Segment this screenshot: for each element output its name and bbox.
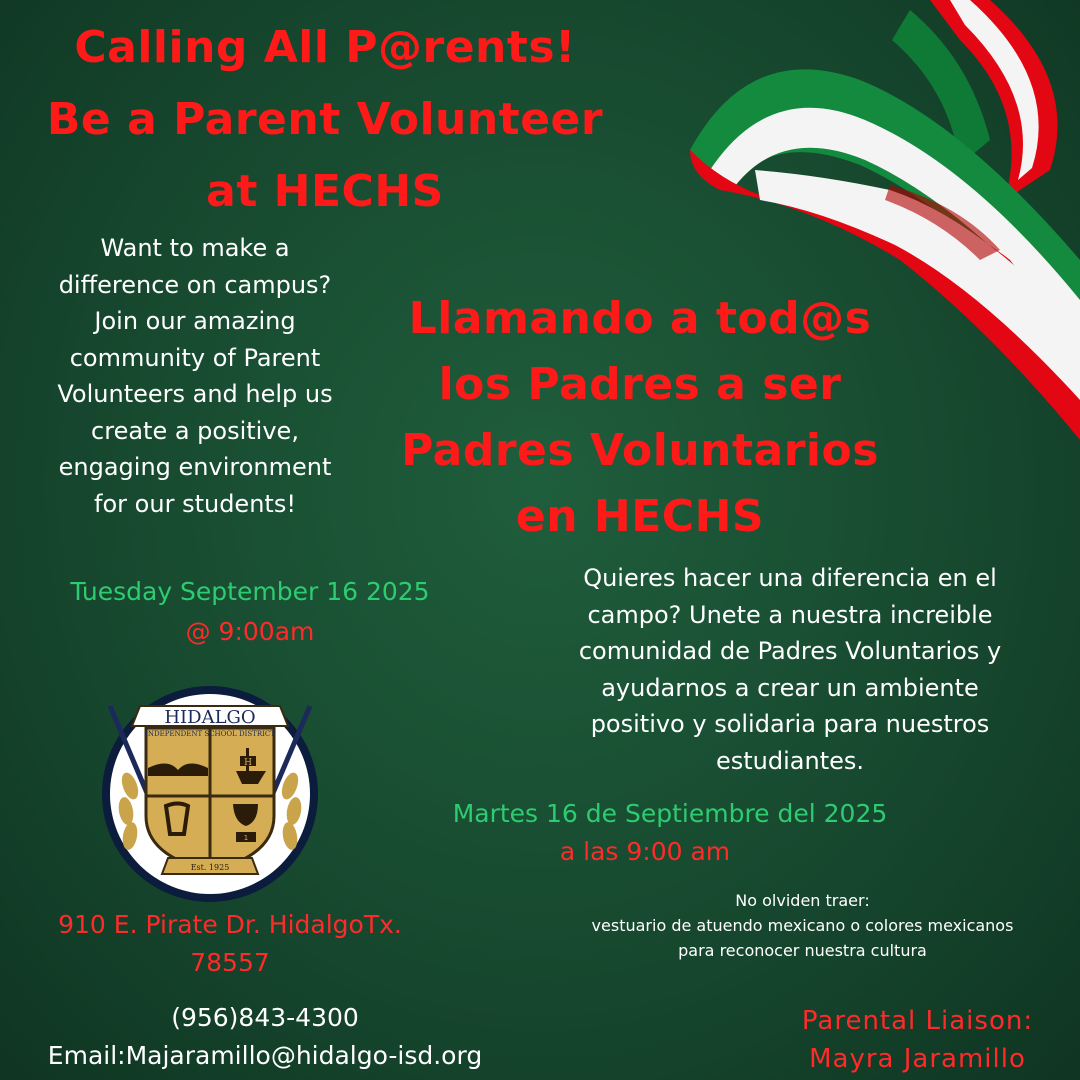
title-es-line-4: en HECHS	[515, 491, 765, 542]
logo-banner-text: HIDALGO	[164, 707, 256, 728]
title-english	[20, 12, 630, 228]
intro-es-line: positivo y solidaria para nuestros	[590, 710, 990, 738]
address	[20, 906, 440, 982]
hidalgo-isd-logo	[88, 676, 333, 906]
intro-en-line: Volunteers and help us	[57, 380, 333, 408]
time-english: @ 9:00am	[185, 617, 315, 646]
parental-liaison	[775, 1002, 1060, 1078]
trophy-number: 1	[243, 834, 249, 842]
intro-es-line: estudiantes.	[715, 746, 865, 775]
title-en-line-1: Calling All P@rents!	[74, 22, 576, 73]
intro-es-line: comunidad de Padres Voluntarios y	[578, 637, 1002, 665]
title-es-line-2: los Padres a ser	[438, 359, 842, 410]
reminder-note	[540, 888, 1065, 963]
title-spanish	[380, 286, 900, 550]
intro-spanish	[530, 560, 1050, 779]
reminder-line: No olviden traer:	[735, 891, 870, 910]
intro-es-line: ayudarnos a crear un ambiente	[601, 673, 979, 702]
intro-en-line: engaging environment	[58, 453, 332, 481]
title-es-line-1: Llamando a tod@s	[408, 293, 872, 344]
intro-es-line: Quieres hacer una diferencia en el	[583, 564, 997, 592]
date-spanish: Martes 16 de Septiembre del 2025	[452, 799, 888, 828]
title-en-line-3: at HECHS	[206, 166, 444, 217]
logo-subtitle-text: INDEPENDENT SCHOOL DISTRICT	[145, 730, 275, 738]
date-english: Tuesday September 16 2025	[70, 577, 430, 606]
address-line-2: 78557	[190, 948, 270, 977]
phone-number: (956)843-4300	[171, 1003, 359, 1032]
intro-en-line: difference on campus?	[58, 270, 332, 299]
logo-est-text: Est. 1925	[190, 863, 230, 872]
intro-en-line: community of Parent	[69, 343, 321, 372]
intro-english	[20, 230, 370, 522]
liaison-name: Mayra Jaramillo	[809, 1044, 1026, 1074]
reminder-line: para reconocer nuestra cultura	[678, 941, 927, 960]
intro-en-line: Want to make a	[100, 234, 290, 262]
intro-en-line: Join our amazing	[94, 307, 296, 335]
email-address: Email:Majaramillo@hidalgo-isd.org	[47, 1041, 483, 1070]
ship-letter: H	[244, 758, 252, 768]
reminder-line: vestuario de atuendo mexicano o colores mexicanos	[591, 916, 1014, 935]
intro-en-line: create a positive,	[91, 416, 299, 445]
intro-es-line: campo? Unete a nuestra increible	[587, 600, 993, 629]
title-es-line-3: Padres Voluntarios	[401, 425, 879, 476]
time-spanish: a las 9:00 am	[559, 837, 731, 866]
address-line-1: 910 E. Pirate Dr. HidalgoTx.	[58, 910, 402, 939]
intro-en-line: for our students!	[94, 489, 296, 518]
title-en-line-2: Be a Parent Volunteer	[46, 94, 604, 145]
liaison-label: Parental Liaison:	[801, 1006, 1034, 1036]
